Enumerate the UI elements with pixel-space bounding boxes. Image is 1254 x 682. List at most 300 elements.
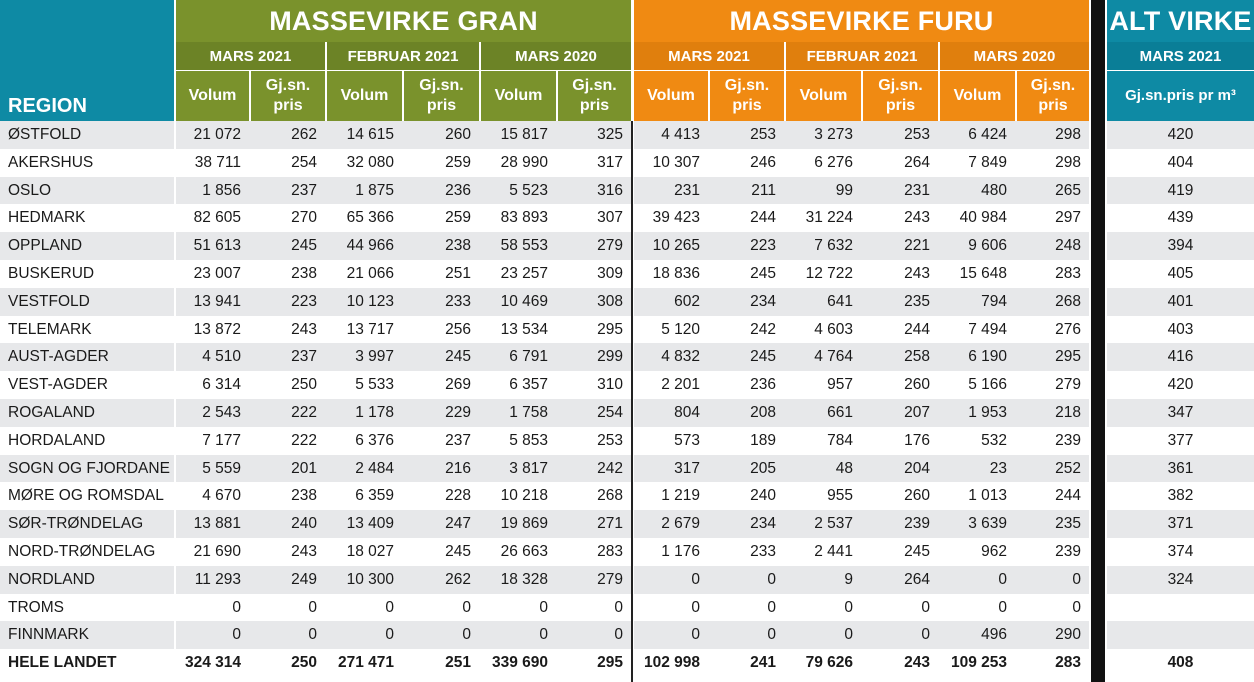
pris-cell: 283 — [1055, 265, 1081, 282]
pris-cell: 223 — [750, 237, 776, 255]
volum-cell: 0 — [539, 598, 548, 616]
pris-cell: 0 — [308, 626, 317, 644]
volum-cell: 58 553 — [500, 237, 548, 255]
table-row — [0, 232, 1254, 260]
pris-cell: 262 — [445, 570, 471, 588]
volum-cell: 102 998 — [643, 654, 700, 672]
volum-cell: 1 219 — [661, 487, 700, 505]
volum-cell: 10 307 — [652, 153, 700, 171]
pris-cell: 259 — [445, 153, 471, 171]
pris-header: Gj.sn. pris — [251, 71, 325, 121]
pris-cell: 244 — [904, 320, 930, 338]
pris-header: Gj.sn. pris — [404, 71, 479, 121]
pris-cell: 0 — [614, 598, 623, 616]
alt-price-cell: 371 — [1167, 515, 1194, 533]
volum-cell: 15 648 — [959, 265, 1007, 282]
volum-cell: 3 639 — [968, 515, 1007, 533]
volum-cell: 18 328 — [500, 570, 548, 588]
region-name: OPPLAND — [8, 237, 83, 255]
volum-cell: 1 953 — [968, 404, 1007, 421]
pris-cell: 0 — [767, 598, 776, 616]
pris-cell: 231 — [904, 181, 930, 199]
volum-cell: 13 881 — [193, 515, 241, 533]
volum-cell: 13 941 — [193, 292, 241, 310]
pris-cell: 268 — [1055, 292, 1081, 310]
furu-period-3: MARS 2020 — [940, 42, 1089, 70]
pris-cell: 271 — [597, 515, 623, 533]
volum-cell: 21 066 — [346, 265, 394, 282]
pris-cell: 245 — [750, 348, 776, 366]
pris-cell: 223 — [291, 292, 317, 310]
pris-cell: 269 — [445, 376, 471, 394]
pris-cell: 0 — [308, 598, 317, 616]
volum-cell: 271 471 — [337, 654, 394, 672]
volum-cell: 2 543 — [202, 404, 241, 421]
pris-cell: 297 — [1055, 209, 1081, 227]
pris-cell: 317 — [597, 153, 623, 171]
pris-cell: 245 — [904, 543, 930, 560]
pris-cell: 239 — [1055, 431, 1081, 449]
volum-cell: 4 764 — [814, 348, 853, 366]
volum-cell: 13 409 — [346, 515, 394, 533]
pris-cell: 235 — [904, 292, 930, 310]
table-row — [0, 399, 1254, 427]
pris-cell: 245 — [445, 348, 471, 366]
pris-cell: 201 — [291, 459, 317, 477]
pris-cell: 238 — [291, 265, 317, 282]
volum-cell: 6 190 — [968, 348, 1007, 366]
volum-cell: 7 494 — [968, 320, 1007, 338]
pris-cell: 221 — [904, 237, 930, 255]
table-row — [0, 343, 1254, 371]
region-name: ROGALAND — [8, 404, 95, 421]
pris-cell: 243 — [904, 654, 930, 672]
pris-cell: 0 — [1072, 598, 1081, 616]
pris-cell: 295 — [1055, 348, 1081, 366]
alt-price-cell: 419 — [1167, 181, 1194, 199]
pris-cell: 295 — [597, 654, 623, 672]
pris-cell: 254 — [291, 153, 317, 171]
pris-cell: 260 — [904, 487, 930, 505]
volum-cell: 1 758 — [509, 404, 548, 421]
pris-cell: 260 — [904, 376, 930, 394]
volum-cell: 21 072 — [193, 126, 241, 143]
volum-cell: 23 257 — [500, 265, 548, 282]
volum-cell: 23 — [989, 459, 1007, 477]
table-row — [0, 510, 1254, 538]
volum-cell: 6 314 — [202, 376, 241, 394]
volum-cell: 804 — [674, 404, 700, 421]
volum-cell: 5 120 — [661, 320, 700, 338]
pris-cell: 283 — [597, 543, 623, 560]
volum-cell: 957 — [827, 376, 853, 394]
pris-cell: 0 — [462, 598, 471, 616]
volum-cell: 532 — [981, 431, 1007, 449]
region-name: AUST-AGDER — [8, 348, 109, 366]
volum-cell: 6 376 — [355, 431, 394, 449]
pris-cell: 245 — [750, 265, 776, 282]
table-row — [0, 427, 1254, 455]
pris-cell: 270 — [291, 209, 317, 227]
alt-price-cell: 324 — [1167, 570, 1194, 588]
pris-cell: 316 — [597, 181, 623, 199]
pris-cell: 234 — [750, 515, 776, 533]
table-row — [0, 204, 1254, 232]
pris-cell: 268 — [597, 487, 623, 505]
pris-cell: 236 — [750, 376, 776, 394]
table-row — [0, 260, 1254, 288]
pris-cell: 279 — [597, 237, 623, 255]
region-name: HELE LANDET — [8, 654, 117, 672]
pris-cell: 309 — [597, 265, 623, 282]
volum-cell: 5 533 — [355, 376, 394, 394]
volum-cell: 4 413 — [661, 126, 700, 143]
volum-cell: 109 253 — [950, 654, 1007, 672]
alt-price-cell: 374 — [1167, 543, 1194, 560]
pris-cell: 239 — [904, 515, 930, 533]
pris-cell: 307 — [597, 209, 623, 227]
pris-cell: 237 — [445, 431, 471, 449]
volum-cell: 1 176 — [661, 543, 700, 560]
volum-header: Volum — [176, 71, 249, 121]
region-header: REGION — [0, 0, 174, 121]
pris-cell: 236 — [445, 181, 471, 199]
alt-price-cell: 404 — [1167, 153, 1194, 171]
volum-cell: 794 — [981, 292, 1007, 310]
volum-cell: 5 853 — [509, 431, 548, 449]
volum-cell: 7 632 — [814, 237, 853, 255]
pris-cell: 218 — [1055, 404, 1081, 421]
table-row — [0, 566, 1254, 594]
volum-cell: 0 — [844, 598, 853, 616]
pris-cell: 254 — [597, 404, 623, 421]
volum-cell: 784 — [827, 431, 853, 449]
volum-cell: 496 — [981, 626, 1007, 644]
pris-cell: 0 — [767, 570, 776, 588]
volum-cell: 10 265 — [652, 237, 700, 255]
gran-period-2: FEBRUAR 2021 — [327, 42, 479, 70]
volum-cell: 99 — [835, 181, 853, 199]
volum-cell: 83 893 — [500, 209, 548, 227]
region-name: OSLO — [8, 181, 52, 199]
pris-cell: 204 — [904, 459, 930, 477]
region-name: HORDALAND — [8, 431, 106, 449]
volum-cell: 0 — [385, 626, 394, 644]
alt-price-cell: 394 — [1167, 237, 1194, 255]
pris-cell: 208 — [750, 404, 776, 421]
pris-cell: 237 — [291, 181, 317, 199]
pris-cell: 242 — [597, 459, 623, 477]
volum-cell: 5 523 — [509, 181, 548, 199]
gran-furu-divider — [631, 121, 633, 682]
table-row — [0, 121, 1254, 149]
region-name: AKERSHUS — [8, 153, 94, 171]
table-row — [0, 288, 1254, 316]
alt-price-cell: 361 — [1167, 459, 1194, 477]
pris-header: Gj.sn. pris — [558, 71, 631, 121]
region-name: NORD-TRØNDELAG — [8, 543, 156, 560]
volum-header: Volum — [940, 71, 1015, 121]
pris-cell: 250 — [291, 376, 317, 394]
pris-cell: 241 — [750, 654, 776, 672]
region-name: VEST-AGDER — [8, 376, 108, 394]
pris-cell: 0 — [614, 626, 623, 644]
pris-cell: 216 — [445, 459, 471, 477]
pris-cell: 290 — [1055, 626, 1081, 644]
volum-cell: 18 027 — [346, 543, 394, 560]
pris-cell: 239 — [1055, 543, 1081, 560]
alt-price-header: Gj.sn.pris pr m³ — [1107, 71, 1254, 121]
pris-cell: 298 — [1055, 126, 1081, 143]
volum-header: Volum — [634, 71, 708, 121]
table-row — [0, 594, 1254, 622]
gran-title: MASSEVIRKE GRAN — [176, 0, 631, 42]
pris-cell: 262 — [291, 126, 317, 143]
pris-cell: 246 — [750, 153, 776, 171]
pris-cell: 247 — [445, 515, 471, 533]
pris-cell: 253 — [750, 126, 776, 143]
volum-cell: 2 484 — [355, 459, 394, 477]
alt-price-cell: 439 — [1167, 209, 1194, 227]
pris-cell: 176 — [904, 431, 930, 449]
pris-header: Gj.sn. pris — [863, 71, 938, 121]
alt-price-cell — [1107, 621, 1254, 649]
volum-cell: 10 218 — [500, 487, 548, 505]
pris-cell: 222 — [291, 404, 317, 421]
volum-cell: 0 — [998, 598, 1007, 616]
pris-cell: 248 — [1055, 237, 1081, 255]
section-divider — [1091, 0, 1105, 682]
volum-cell: 480 — [981, 181, 1007, 199]
volum-cell: 31 224 — [805, 209, 853, 227]
pris-cell: 0 — [1072, 570, 1081, 588]
volum-cell: 4 832 — [661, 348, 700, 366]
pris-cell: 0 — [921, 626, 930, 644]
region-name: MØRE OG ROMSDAL — [8, 487, 164, 505]
volum-cell: 5 166 — [968, 376, 1007, 394]
volum-cell: 28 990 — [500, 153, 548, 171]
volum-cell: 40 984 — [959, 209, 1007, 227]
pris-header: Gj.sn. pris — [710, 71, 784, 121]
alt-price-cell: 420 — [1167, 376, 1194, 394]
pris-cell: 0 — [462, 626, 471, 644]
table-row — [0, 482, 1254, 510]
alt-price-cell — [1107, 594, 1254, 622]
pris-cell: 233 — [445, 292, 471, 310]
volum-cell: 6 424 — [968, 126, 1007, 143]
volum-cell: 15 817 — [500, 126, 548, 143]
volum-cell: 7 849 — [968, 153, 1007, 171]
volum-cell: 12 722 — [805, 265, 853, 282]
volum-cell: 339 690 — [491, 654, 548, 672]
pris-cell: 238 — [291, 487, 317, 505]
volum-cell: 2 537 — [814, 515, 853, 533]
pris-cell: 249 — [291, 570, 317, 588]
volum-cell: 2 679 — [661, 515, 700, 533]
volum-cell: 13 717 — [346, 320, 394, 338]
alt-price-cell: 401 — [1167, 292, 1194, 310]
gran-period-3: MARS 2020 — [481, 42, 631, 70]
pris-cell: 228 — [445, 487, 471, 505]
table-row — [0, 538, 1254, 566]
volum-cell: 6 791 — [509, 348, 548, 366]
pris-cell: 250 — [291, 654, 317, 672]
volum-cell: 0 — [232, 598, 241, 616]
volum-cell: 26 663 — [500, 543, 548, 560]
alt-price-cell: 382 — [1167, 487, 1194, 505]
alt-title: ALT VIRKE — [1107, 0, 1254, 42]
volum-cell: 641 — [827, 292, 853, 310]
volum-cell: 602 — [674, 292, 700, 310]
pris-cell: 279 — [597, 570, 623, 588]
volum-cell: 9 — [844, 570, 853, 588]
volum-header: Volum — [327, 71, 402, 121]
table-row — [0, 177, 1254, 205]
volum-cell: 0 — [385, 598, 394, 616]
pris-cell: 264 — [904, 570, 930, 588]
volum-cell: 14 615 — [346, 126, 394, 143]
pris-cell: 235 — [1055, 515, 1081, 533]
pris-cell: 242 — [750, 320, 776, 338]
pris-cell: 238 — [445, 237, 471, 255]
region-name: TELEMARK — [8, 320, 92, 338]
volum-cell: 32 080 — [346, 153, 394, 171]
volum-cell: 79 626 — [805, 654, 853, 672]
volum-header: Volum — [786, 71, 861, 121]
region-name: VESTFOLD — [8, 292, 90, 310]
pris-cell: 276 — [1055, 320, 1081, 338]
volum-cell: 231 — [674, 181, 700, 199]
volum-cell: 0 — [691, 570, 700, 588]
alt-price-cell: 347 — [1167, 404, 1194, 421]
pris-cell: 244 — [750, 209, 776, 227]
pris-cell: 240 — [291, 515, 317, 533]
volum-cell: 0 — [691, 626, 700, 644]
volum-cell: 3 273 — [814, 126, 853, 143]
volum-cell: 0 — [998, 570, 1007, 588]
gran-period-1: MARS 2021 — [176, 42, 325, 70]
pris-cell: 189 — [750, 431, 776, 449]
volum-cell: 0 — [539, 626, 548, 644]
pris-cell: 245 — [291, 237, 317, 255]
volum-cell: 4 510 — [202, 348, 241, 366]
volum-cell: 51 613 — [193, 237, 241, 255]
pris-cell: 253 — [904, 126, 930, 143]
volum-cell: 21 690 — [193, 543, 241, 560]
pris-cell: 264 — [904, 153, 930, 171]
volum-cell: 7 177 — [202, 431, 241, 449]
table-row — [0, 621, 1254, 649]
pris-cell: 244 — [1055, 487, 1081, 505]
table-row — [0, 455, 1254, 483]
furu-period-2: FEBRUAR 2021 — [786, 42, 938, 70]
pris-cell: 295 — [597, 320, 623, 338]
region-name: SØR-TRØNDELAG — [8, 515, 144, 533]
volum-cell: 13 534 — [500, 320, 548, 338]
volum-cell: 11 293 — [194, 570, 241, 588]
alt-price-cell: 416 — [1167, 348, 1194, 366]
pris-cell: 222 — [291, 431, 317, 449]
alt-price-cell: 408 — [1167, 654, 1194, 672]
volum-cell: 6 357 — [509, 376, 548, 394]
volum-cell: 9 606 — [968, 237, 1007, 255]
volum-cell: 48 — [835, 459, 853, 477]
volum-cell: 5 559 — [202, 459, 241, 477]
pris-cell: 258 — [904, 348, 930, 366]
pris-cell: 325 — [597, 126, 623, 143]
pris-cell: 256 — [445, 320, 471, 338]
volum-cell: 955 — [827, 487, 853, 505]
volum-cell: 38 711 — [194, 153, 241, 171]
volum-cell: 3 997 — [355, 348, 394, 366]
pris-cell: 251 — [445, 265, 471, 282]
pris-cell: 243 — [904, 265, 930, 282]
volum-cell: 1 875 — [355, 181, 394, 199]
pris-cell: 245 — [445, 543, 471, 560]
pris-cell: 205 — [750, 459, 776, 477]
alt-price-cell: 403 — [1167, 320, 1194, 338]
pris-cell: 240 — [750, 487, 776, 505]
volum-cell: 44 966 — [346, 237, 394, 255]
region-name: FINNMARK — [8, 626, 89, 644]
region-name: NORDLAND — [8, 570, 95, 588]
alt-period: MARS 2021 — [1107, 42, 1254, 70]
pris-cell: 299 — [597, 348, 623, 366]
pris-header: Gj.sn. pris — [1017, 71, 1089, 121]
volum-cell: 2 201 — [661, 376, 700, 394]
pris-cell: 252 — [1055, 459, 1081, 477]
volum-cell: 1 178 — [355, 404, 394, 421]
alt-price-cell: 377 — [1167, 431, 1194, 449]
furu-title: MASSEVIRKE FURU — [634, 0, 1089, 42]
pris-cell: 207 — [904, 404, 930, 421]
pris-cell: 234 — [750, 292, 776, 310]
pris-cell: 229 — [445, 404, 471, 421]
volum-cell: 3 817 — [509, 459, 548, 477]
volum-cell: 23 007 — [193, 265, 241, 282]
table-row — [0, 149, 1254, 177]
pris-cell: 237 — [291, 348, 317, 366]
pris-cell: 265 — [1055, 181, 1081, 199]
volum-cell: 10 123 — [346, 292, 394, 310]
pris-cell: 0 — [921, 598, 930, 616]
pris-cell: 259 — [445, 209, 471, 227]
volum-cell: 4 670 — [202, 487, 241, 505]
volum-cell: 6 276 — [814, 153, 853, 171]
pris-cell: 310 — [597, 376, 623, 394]
pris-cell: 283 — [1055, 654, 1081, 672]
volum-cell: 0 — [844, 626, 853, 644]
volum-header: Volum — [481, 71, 556, 121]
furu-period-1: MARS 2021 — [634, 42, 784, 70]
volum-cell: 1 013 — [968, 487, 1007, 505]
pris-cell: 0 — [767, 626, 776, 644]
volum-cell: 4 603 — [814, 320, 853, 338]
pris-cell: 253 — [597, 431, 623, 449]
pris-cell: 211 — [751, 181, 776, 199]
pris-cell: 243 — [904, 209, 930, 227]
total-row — [0, 649, 1254, 677]
volum-cell: 10 469 — [500, 292, 548, 310]
volum-cell: 10 300 — [346, 570, 394, 588]
pris-cell: 279 — [1055, 376, 1081, 394]
region-name: ØSTFOLD — [8, 126, 82, 143]
volum-cell: 39 423 — [652, 209, 700, 227]
region-name: TROMS — [8, 598, 64, 616]
alt-price-cell: 420 — [1167, 126, 1194, 143]
volum-cell: 573 — [674, 431, 700, 449]
region-name: SOGN OG FJORDANE — [8, 459, 170, 477]
